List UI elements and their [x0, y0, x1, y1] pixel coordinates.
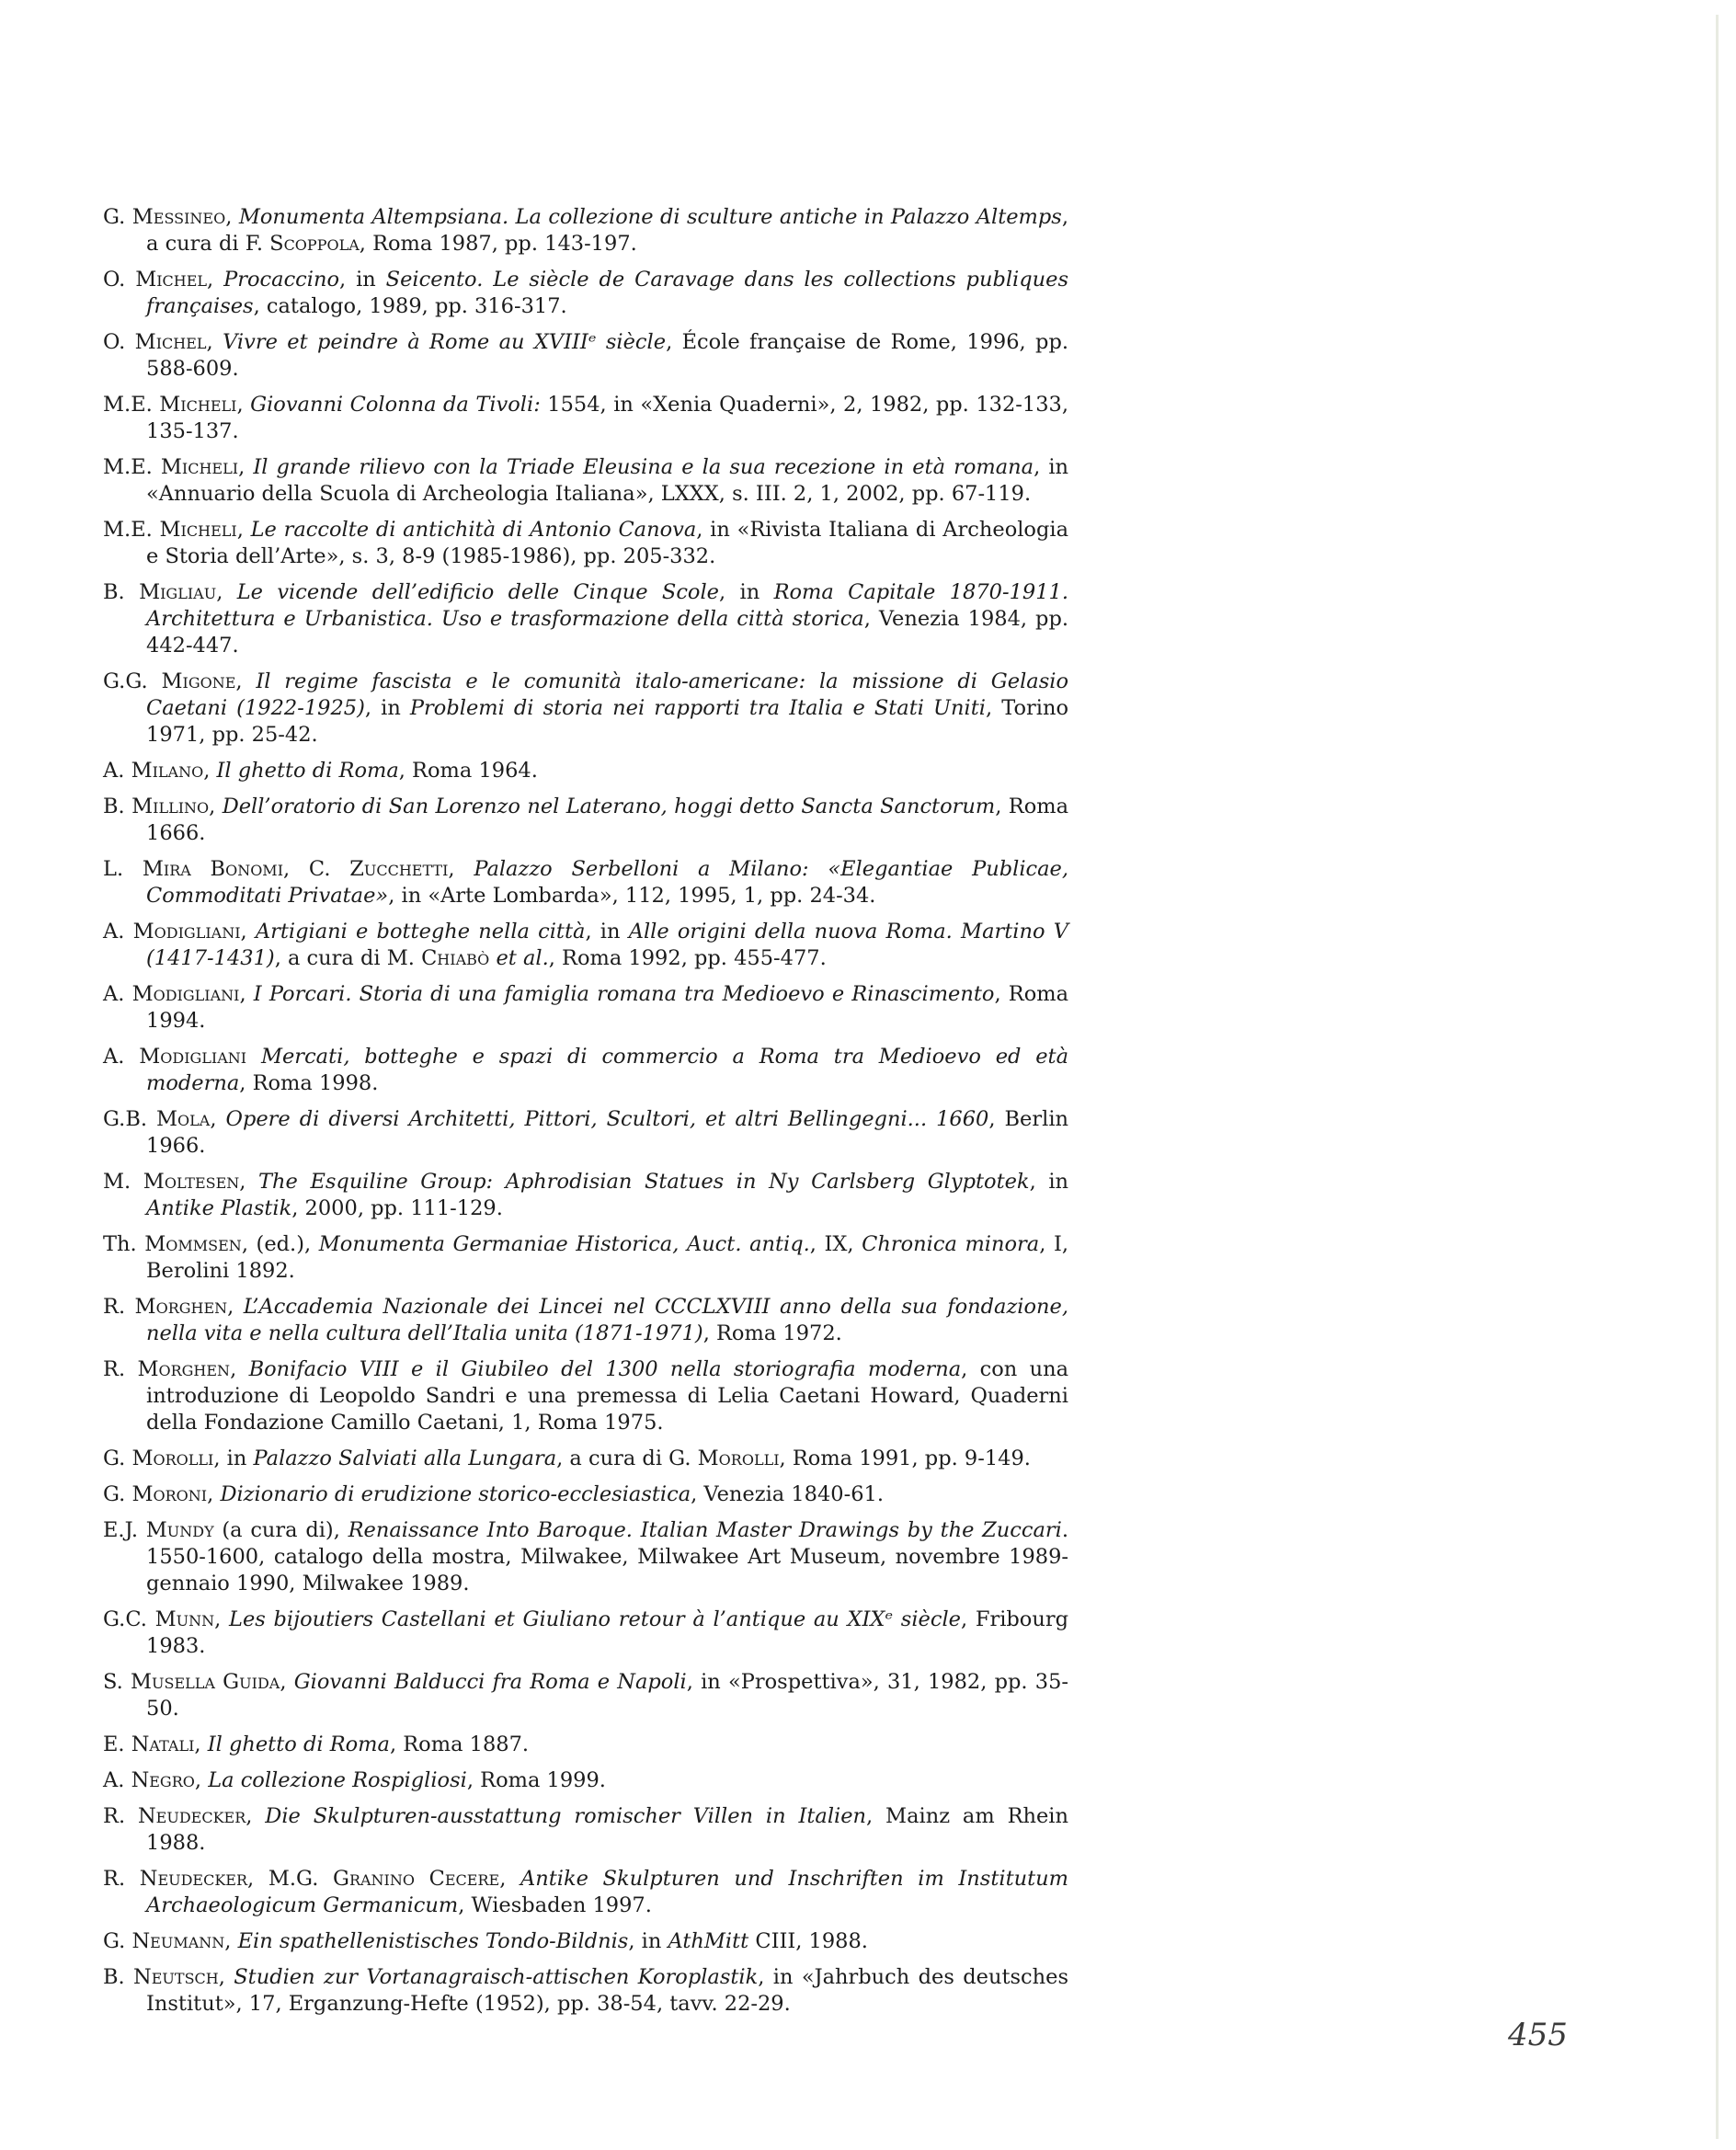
author-name: Modigliani [139, 1045, 247, 1069]
entry-text: B. [103, 1965, 134, 1989]
work-title: Giovanni Colonna da Tivoli: [250, 393, 541, 417]
entry-text: , [239, 1170, 259, 1194]
work-title: Dizionario di erudizione storico-ecclesiastica [220, 1482, 691, 1506]
bibliography-entry [103, 669, 1068, 749]
author-name: Negro [131, 1768, 195, 1792]
entry-text: A. [103, 759, 131, 783]
entry-text: , Roma 1887. [389, 1733, 530, 1756]
entry-text: R. [103, 1295, 135, 1319]
entry-text: , Berlin 1966. [146, 1107, 1069, 1158]
work-title: Artigiani e botteghe nella città [255, 920, 586, 943]
bibliography-entry [103, 1928, 1068, 1955]
entry-text: , Roma 1994. [146, 982, 1068, 1033]
entry-text: A. [103, 1768, 131, 1792]
entry-text: G. [103, 1929, 132, 1953]
entry-text: , [207, 268, 224, 292]
author-name: Micheli [159, 393, 237, 417]
author-name: Micheli [159, 518, 237, 542]
entry-text: , Venezia 1984, pp. 442-447. [146, 607, 1069, 658]
bibliography-entry [103, 517, 1068, 570]
bibliography-entry [103, 1446, 1068, 1472]
entry-text: , a cura di F. [146, 205, 1068, 256]
entry-text: , [280, 1670, 294, 1694]
entry-text: , Roma 1964. [398, 759, 538, 783]
author-name: Granino Cecere [332, 1867, 500, 1891]
entry-text: , in [585, 920, 629, 943]
work-title: Monumenta Altempsiana. La collezione di sculture antiche in Palazzo Altemps [238, 205, 1062, 229]
entry-text: , [227, 1295, 244, 1319]
entry-text: , I, Berolini 1892. [146, 1232, 1068, 1283]
bibliography-entry [103, 1732, 1068, 1758]
entry-text: , [209, 795, 223, 818]
entry-text: , Roma 1991, pp. 9-149. [779, 1447, 1031, 1470]
work-title: et al. [496, 946, 549, 970]
bibliography-entry [103, 1767, 1068, 1794]
entry-text: , [499, 1867, 520, 1891]
author-name: Mira Bonomi [142, 857, 284, 881]
entry-text: B. [103, 580, 140, 604]
bibliography-entry [103, 1169, 1068, 1222]
author-name: Zucchetti [349, 857, 449, 881]
entry-text: M. [103, 1170, 143, 1194]
entry-text: , in «Prospettiva», 31, 1982, pp. 35-50. [146, 1670, 1069, 1721]
entry-text: CIII, 1988. [748, 1929, 868, 1953]
work-title: Problemi di storia nei rapporti tra Italia e Stati Uniti [409, 696, 986, 720]
entry-text: , in «Arte Lombarda», 112, 1995, 1, pp. 24-34. [388, 884, 876, 908]
author-name: Mommsen [144, 1232, 242, 1256]
entry-text: , Roma 1992, pp. 455-477. [548, 946, 827, 970]
author-name: Neumann [131, 1929, 225, 1953]
author-name: Milano [131, 759, 204, 783]
bibliography-entry [103, 1106, 1068, 1160]
entry-text: , [246, 1804, 266, 1828]
author-name: Migone [161, 669, 236, 693]
entry-text: , [240, 920, 256, 943]
entry-text: , a cura di M. [274, 946, 422, 970]
entry-text: , [203, 759, 217, 783]
work-title: Mercati, botteghe e spazi di commercio a Roma tra Medioevo ed età moderna [146, 1045, 1068, 1095]
author-name: Moltesen [143, 1170, 240, 1194]
author-name: Migliau [139, 580, 217, 604]
entry-text: Th. [103, 1232, 145, 1256]
work-title: Le vicende dell’edificio delle Cinque Scole [236, 580, 719, 604]
entry-text: A. [103, 920, 133, 943]
entry-text: , in [364, 696, 410, 720]
entry-text: 1554, in «Xenia Quaderni», 2, 1982, pp. 132-133, 135-137. [146, 393, 1068, 443]
author-name: Michel [135, 268, 208, 292]
work-title: Il grande rilievo con la Triade Eleusina e la sua recezione in età romana [253, 455, 1034, 479]
entry-text: R. [103, 1357, 138, 1381]
entry-text: , [224, 1929, 238, 1953]
bibliography-entry [103, 1803, 1068, 1857]
work-title: Palazzo Serbelloni a Milano: «Elegantiae Publicae, Commoditati Privatae» [146, 857, 1068, 908]
entry-text: L. [103, 857, 143, 881]
bibliography-entry [103, 579, 1068, 659]
author-name: Neutsch [133, 1965, 219, 1989]
work-title: Les bijoutiers Castellani et Giuliano retour à l’antique au XIXᵉ siècle [229, 1607, 961, 1631]
entry-text: , Roma 1999. [466, 1768, 606, 1792]
entry-text: , Roma 1987, pp. 143-197. [359, 232, 637, 256]
entry-text: , Roma 1666. [146, 795, 1068, 845]
entry-text: , Torino 1971, pp. 25-42. [146, 696, 1068, 747]
author-name: Chiabò [421, 946, 490, 970]
author-name: Michel [134, 330, 207, 354]
entry-text: , [194, 1733, 208, 1756]
author-name: Morghen [137, 1357, 231, 1381]
work-title: Studien zur Vortanagraisch-attischen Koroplastik [234, 1965, 759, 1989]
entry-text: , C. [283, 857, 350, 881]
bibliography-entry [103, 1866, 1068, 1919]
entry-text: S. [103, 1670, 131, 1694]
work-title: Renaissance Into Baroque. Italian Master Drawings by the Zuccari [348, 1518, 1062, 1542]
author-name: Neudecker [137, 1804, 246, 1828]
bibliography-entry [103, 856, 1068, 909]
entry-text: , [236, 518, 251, 542]
entry-text: , con una introduzione di Leopoldo Sandri e una premessa di Lelia Caetani Howard, Quaderni della Fondazione Camillo Caetani, 1, Roma 1975. [146, 1357, 1068, 1435]
work-title: Dell’oratorio di San Lorenzo nel Laterano, hoggi detto Sancta Sanctorum [222, 795, 996, 818]
entry-text: , [207, 1482, 221, 1506]
entry-text: , catalogo, 1989, pp. 316-317. [253, 294, 567, 318]
entry-text: A. [103, 1045, 140, 1069]
author-name: Millino [131, 795, 210, 818]
work-title: Giovanni Balducci fra Roma e Napoli [293, 1670, 687, 1694]
work-title: Bonifacio VIII e il Giubileo del 1300 nella storiografia moderna [248, 1357, 962, 1381]
entry-text: M.E. [103, 455, 161, 479]
page-edge-rule [1716, 15, 1719, 2139]
entry-text: M.E. [103, 393, 160, 417]
entry-text: , M.G. [247, 1867, 333, 1891]
entry-text: . 1550-1600, catalogo della mostra, Milwakee, Milwakee Art Museum, novembre 1989-gennaio 1990, Milwakee 1989. [146, 1518, 1069, 1595]
work-title: Roma Capitale 1870-1911. Architettura e Urbanistica. Uso e trasformazione della città storica [146, 580, 1069, 631]
entry-text: , [216, 580, 237, 604]
work-title: Die Skulpturen-ausstattung romischer Villen in Italien [265, 1804, 867, 1828]
bibliography-entry [103, 329, 1068, 383]
bibliography-entry [103, 392, 1068, 445]
entry-text: O. [103, 268, 136, 292]
entry-text: G. [103, 1447, 132, 1470]
entry-text: , [235, 669, 257, 693]
bibliography-entry [103, 267, 1068, 320]
entry-text: , IX, [809, 1232, 862, 1256]
author-name: Modigliani [131, 982, 240, 1006]
author-name: Messineo [131, 205, 226, 229]
work-title: Il ghetto di Roma [207, 1733, 390, 1756]
work-title: AthMitt [668, 1929, 749, 1953]
entry-text: G.B. [103, 1107, 157, 1131]
entry-text: E. [103, 1733, 131, 1756]
entry-text: E.J. [103, 1518, 146, 1542]
author-name: Modigliani [132, 920, 241, 943]
entry-text [246, 1045, 261, 1069]
entry-text: , École française de Rome, 1996, pp. 588-609. [146, 330, 1069, 381]
entry-text: , Roma 1972. [702, 1321, 842, 1345]
entry-text: , [225, 205, 239, 229]
bibliography-entry [103, 204, 1068, 257]
author-name: Natali [131, 1733, 195, 1756]
bibliography-entry [103, 1356, 1068, 1436]
author-name: Musella Guida [130, 1670, 280, 1694]
entry-text: , Wiesbaden 1997. [458, 1893, 652, 1917]
work-title: Palazzo Salviati alla Lungara [253, 1447, 557, 1470]
work-title: Opere di diversi Architetti, Pittori, Scultori, et altri Bellingegni... 1660 [225, 1107, 989, 1131]
entry-text: , 2000, pp. 111-129. [291, 1196, 503, 1220]
author-name: Moroni [131, 1482, 208, 1506]
entry-text: O. [103, 330, 135, 354]
entry-text: , in [213, 1447, 254, 1470]
entry-text: , Roma 1998. [239, 1071, 379, 1095]
work-title: Antike Skulpturen und Inschriften im Institutum Archaeologicum Germanicum [146, 1867, 1068, 1917]
entry-text: G. [103, 1482, 132, 1506]
bibliography-entry [103, 1517, 1068, 1597]
work-title: Il regime fascista e le comunità italo-americane: la missione di Gelasio Caetani (1922-1925) [146, 669, 1068, 720]
entry-text: , [239, 982, 254, 1006]
work-title: Il ghetto di Roma [216, 759, 399, 783]
entry-text: , [206, 330, 223, 354]
work-title: Seicento. Le siècle de Caravage dans les collections publiques françaises [146, 268, 1068, 318]
author-name: Micheli [160, 455, 239, 479]
entry-text: , in «Annuario della Scuola di Archeologia Italiana», LXXX, s. III. 2, 1, 2002, pp. 67-119. [146, 455, 1069, 506]
work-title: Alle origini della nuova Roma. Martino V (1417-1431) [146, 920, 1068, 970]
entry-text: , [238, 455, 254, 479]
entry-text: R. [103, 1867, 140, 1891]
work-title: Procaccino [223, 268, 340, 292]
work-title: Le raccolte di antichità di Antonio Canova [250, 518, 697, 542]
author-name: Munn [154, 1607, 215, 1631]
work-title: Monumenta Germaniae Historica, Auct. antiq. [318, 1232, 810, 1256]
entry-text: , Mainz am Rhein 1988. [146, 1804, 1068, 1855]
author-name: Mola [156, 1107, 211, 1131]
work-title: Vivre et peindre à Rome au XVIIIᵉ siècle [223, 330, 667, 354]
entry-text: , Venezia 1840-61. [691, 1482, 884, 1506]
entry-text: , in [628, 1929, 668, 1953]
author-name: Morghen [134, 1295, 228, 1319]
entry-text: , a cura di G. [556, 1447, 698, 1470]
entry-text: G.C. [103, 1607, 155, 1631]
entry-text: , in [718, 580, 774, 604]
entry-text: , [230, 1357, 249, 1381]
author-name: Morolli [131, 1447, 214, 1470]
bibliography-entry [103, 1964, 1068, 2018]
entry-text: , [218, 1965, 234, 1989]
work-title: I Porcari. Storia di una famiglia romana tra Medioevo e Rinascimento [253, 982, 995, 1006]
bibliography-entry [103, 758, 1068, 784]
work-title: La collezione Rospigliosi [208, 1768, 467, 1792]
entry-text: , in «Rivista Italiana di Archeologia e Storia dell’Arte», s. 3, 8-9 (1985-1986), pp. 205-332. [146, 518, 1068, 568]
bibliography-entry [103, 1231, 1068, 1285]
entry-text: R. [103, 1804, 138, 1828]
bibliography-entry [103, 1669, 1068, 1722]
bibliography-entry [103, 981, 1068, 1035]
entry-text: , in [1029, 1170, 1069, 1194]
author-name: Mundy [145, 1518, 214, 1542]
bibliography-entry [103, 794, 1068, 847]
author-name: Neudecker [139, 1867, 248, 1891]
bibliography-entry [103, 1481, 1068, 1508]
entry-text: G.G. [103, 669, 162, 693]
work-title: Ein spathellenistisches Tondo-Bildnis [237, 1929, 629, 1953]
entry-text: (a cura di), [213, 1518, 348, 1542]
entry-text: , [448, 857, 474, 881]
work-title: The Esquiline Group: Aphrodisian Statues in Ny Carlsberg Glyptotek [258, 1170, 1030, 1194]
entry-text: , (ed.), [241, 1232, 319, 1256]
entry-text: M.E. [103, 518, 160, 542]
work-title: L’Accademia Nazionale dei Lincei nel CCCLXVIII anno della sua fondazione, nella vita e nella cultura dell’Italia unita (1871-1971) [146, 1295, 1068, 1345]
work-title: Antike Plastik [146, 1196, 292, 1220]
page-number: 455 [1508, 2017, 1568, 2053]
author-name: Scoppola [269, 232, 360, 256]
bibliography-list [103, 204, 1068, 2027]
author-name: Morolli [697, 1447, 780, 1470]
bibliography-entry [103, 919, 1068, 972]
entry-text: , [210, 1107, 226, 1131]
entry-text: , [214, 1607, 230, 1631]
entry-text: , [236, 393, 251, 417]
entry-text: A. [103, 982, 132, 1006]
bibliography-entry [103, 454, 1068, 508]
entry-text: B. [103, 795, 132, 818]
work-title: Chronica minora [862, 1232, 1040, 1256]
entry-text: , Fribourg 1983. [146, 1607, 1069, 1658]
entry-text: , in [339, 268, 386, 292]
bibliography-entry [103, 1294, 1068, 1347]
bibliography-entry [103, 1044, 1068, 1097]
bibliography-entry [103, 1607, 1068, 1660]
entry-text: , [194, 1768, 209, 1792]
entry-text: , in «Jahrbuch des deutsches Institut», 17, Erganzung-Hefte (1952), pp. 38-54, tavv. 22-29. [146, 1965, 1068, 2016]
entry-text: G. [103, 205, 132, 229]
